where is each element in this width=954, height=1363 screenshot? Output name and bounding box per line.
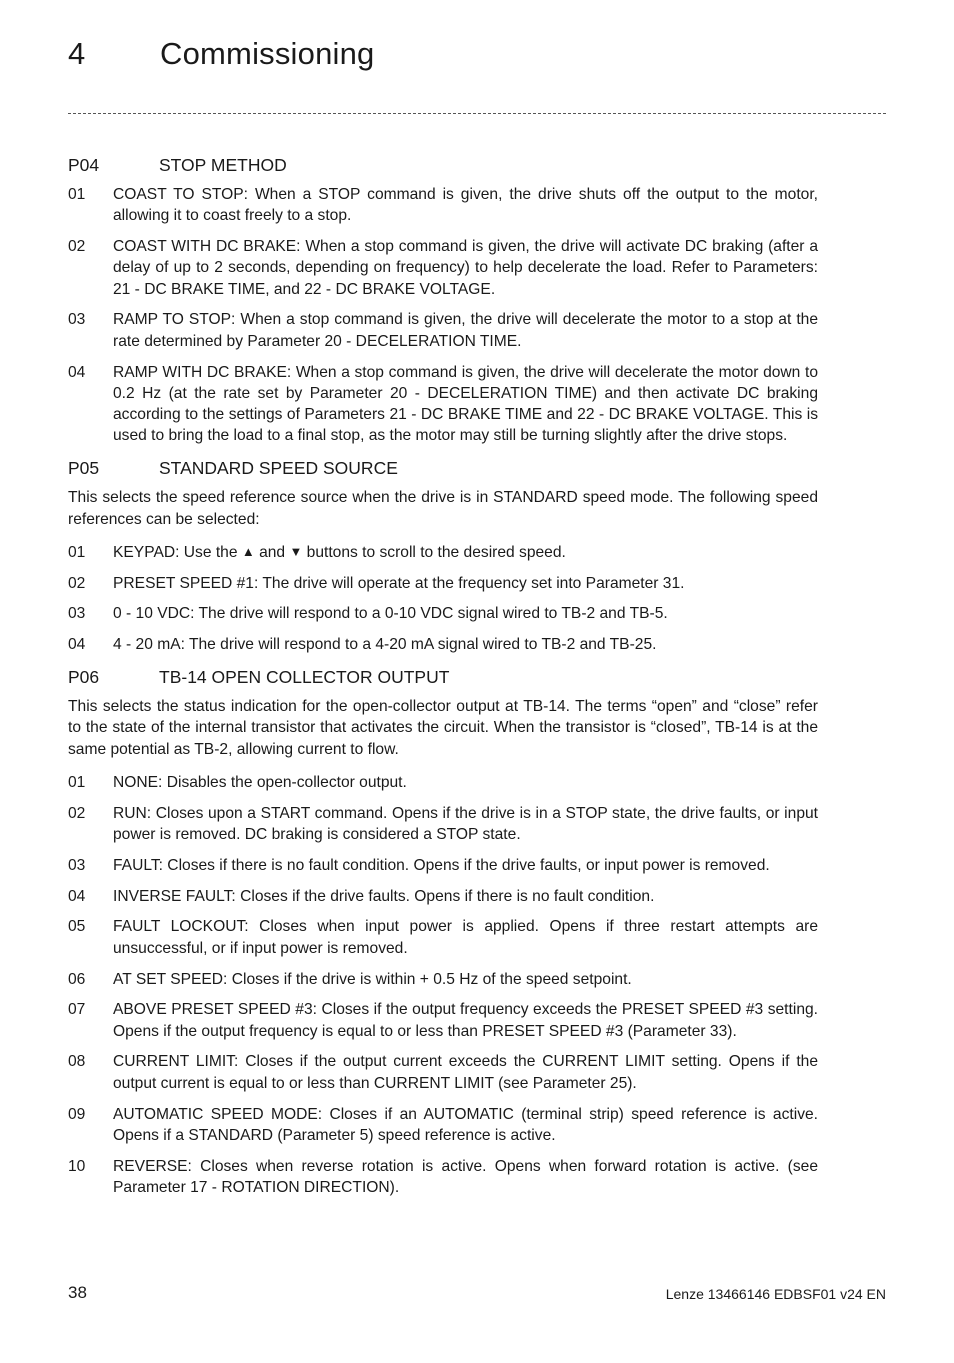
item-number: 03 — [68, 311, 86, 329]
item-text — [113, 542, 818, 563]
page-number: 38 — [68, 1283, 87, 1302]
item-number: 02 — [68, 574, 86, 592]
document-id: Lenze 13466146 EDBSF01 v24 EN — [665, 1286, 886, 1302]
item-number: 07 — [68, 1001, 86, 1019]
section-heading — [68, 153, 818, 177]
item-text: RUN: Closes upon a START command. Opens if the drive is in a STOP state, the drive faults, or input power is removed. DC braking is considered a STOP state. — [113, 804, 818, 844]
list-item — [68, 855, 818, 876]
item-number: 10 — [68, 1157, 86, 1175]
section-p06 — [68, 665, 818, 1198]
section-intro: This selects the status indication for the open-collector output at TB-14. The terms “open” and “close” refer to the state of the internal transistor that activates the circuit. When the transistor is “closed”, TB-14 is at the same potential as TB-2, allowing current to flow. — [68, 698, 818, 758]
item-text: FAULT: Closes if there is no fault condition. Opens if the drive faults, or input power is removed. — [113, 856, 770, 874]
down-arrow-icon: ▼ — [289, 543, 303, 559]
item-number: 04 — [68, 636, 86, 654]
item-number: 01 — [68, 186, 86, 203]
item-text: 0 - 10 VDC: The drive will respond to a 0-10 VDC signal wired to TB-2 and TB-5. — [113, 605, 668, 623]
list-item — [68, 236, 818, 300]
parameter-code: P05 — [68, 458, 100, 479]
list-item — [68, 969, 818, 990]
item-text: AUTOMATIC SPEED MODE: Closes if an AUTOMATIC (terminal strip) speed reference is active. Opens if a STANDARD (Parameter 5) speed reference is active. — [113, 1105, 818, 1144]
item-number: 01 — [68, 543, 86, 561]
keypad-text-before: KEYPAD: Use the — [113, 543, 238, 561]
parameter-code: P06 — [68, 667, 100, 688]
section-intro: This selects the speed reference source when the drive is in STANDARD speed mode. The following speed references can be selected: — [68, 489, 818, 528]
chapter-heading — [68, 36, 375, 72]
keypad-text-mid: and — [259, 543, 286, 561]
item-number: 08 — [68, 1053, 86, 1071]
item-text: CURRENT LIMIT: Closes if the output current exceeds the CURRENT LIMIT setting. Opens if the output current is equal to or less than CURRENT LIMIT (see Parameter 25). — [113, 1053, 818, 1092]
item-text: PRESET SPEED #1: The drive will operate at the frequency set into Parameter 31. — [113, 574, 685, 592]
item-number: 03 — [68, 856, 86, 874]
keypad-text-after: buttons to scroll to the desired speed. — [306, 543, 566, 561]
list-item — [68, 886, 818, 907]
list-item — [68, 309, 818, 352]
item-text: COAST WITH DC BRAKE: When a stop command is given, the drive will activate DC braking (after a delay of up to 2 seconds, depending on frequency) to help decelerate the load. Refer to Parameters: 21 - DC BRAKE TIME, and 22 - DC BRAKE VOLTAGE. — [113, 238, 818, 298]
section-p05 — [68, 456, 818, 655]
list-item — [68, 1104, 818, 1147]
item-number: 04 — [68, 363, 86, 381]
list-item — [68, 772, 818, 793]
item-text: ABOVE PRESET SPEED #3: Closes if the output frequency exceeds the PRESET SPEED #3 setting. Opens if the output frequency is equal to or less than PRESET SPEED #3 (Parameter 33). — [113, 1001, 818, 1040]
list-item — [68, 634, 818, 655]
item-text: RAMP TO STOP: When a stop command is given, the drive will decelerate the motor to a stop at the rate determined by Parameter 20 - DECELERATION TIME. — [113, 311, 818, 350]
parameter-title: STANDARD SPEED SOURCE — [159, 458, 398, 479]
item-text: AT SET SPEED: Closes if the drive is within + 0.5 Hz of the speed setpoint. — [113, 970, 632, 988]
section-p04 — [68, 153, 818, 447]
list-item — [68, 184, 818, 227]
page-body — [68, 153, 818, 1208]
item-text: 4 - 20 mA: The drive will respond to a 4-20 mA signal wired to TB-2 and TB-25. — [113, 636, 657, 654]
list-item — [68, 603, 818, 624]
item-text: NONE: Disables the open-collector output. — [113, 773, 407, 791]
list-item — [68, 916, 818, 959]
item-number: 09 — [68, 1105, 86, 1123]
item-number: 01 — [68, 773, 86, 791]
item-text: REVERSE: Closes when reverse rotation is active. Opens when forward rotation is active. (see Parameter 17 - ROTATION DIRECTION). — [113, 1157, 818, 1196]
parameter-title: STOP METHOD — [159, 155, 287, 175]
parameter-code: P04 — [68, 155, 100, 175]
item-number: 05 — [68, 918, 86, 936]
list-item — [68, 999, 818, 1042]
item-text: COAST TO STOP: When a STOP command is given, the drive shuts off the output to the motor, allowing it to coast freely to a stop. — [113, 186, 818, 225]
list-item — [68, 542, 818, 563]
parameter-title: TB-14 OPEN COLLECTOR OUTPUT — [159, 667, 450, 688]
dashed-divider — [68, 113, 886, 114]
section-heading — [68, 456, 818, 480]
item-text: RAMP WITH DC BRAKE: When a stop command is given, the drive will decelerate the motor down to 0.2 Hz (at the rate set by Parameter 20 - DECELERATION TIME) and then activate DC braking according to the settings of Parameters 21 - DC BRAKE TIME and 22 - DC BRAKE VOLTAGE. This is used to bring the load to a final stop, as the motor may still be turning slightly after the drive stops. — [113, 363, 818, 445]
section-heading — [68, 665, 818, 689]
item-number: 06 — [68, 970, 86, 988]
list-item — [68, 803, 818, 846]
list-item — [68, 573, 818, 594]
up-arrow-icon: ▲ — [241, 543, 255, 559]
chapter-number: 4 — [68, 36, 86, 71]
item-text: INVERSE FAULT: Closes if the drive faults. Opens if there is no fault condition. — [113, 887, 655, 905]
item-number: 02 — [68, 804, 86, 822]
item-number: 04 — [68, 887, 86, 905]
item-text: FAULT LOCKOUT: Closes when input power is applied. Opens if three restart attempts are unsuccessful, or if input power is removed. — [113, 918, 818, 957]
list-item — [68, 1156, 818, 1199]
item-number: 03 — [68, 605, 86, 623]
item-number: 02 — [68, 238, 86, 256]
list-item — [68, 1051, 818, 1094]
chapter-title: Commissioning — [160, 36, 375, 71]
list-item — [68, 362, 818, 447]
